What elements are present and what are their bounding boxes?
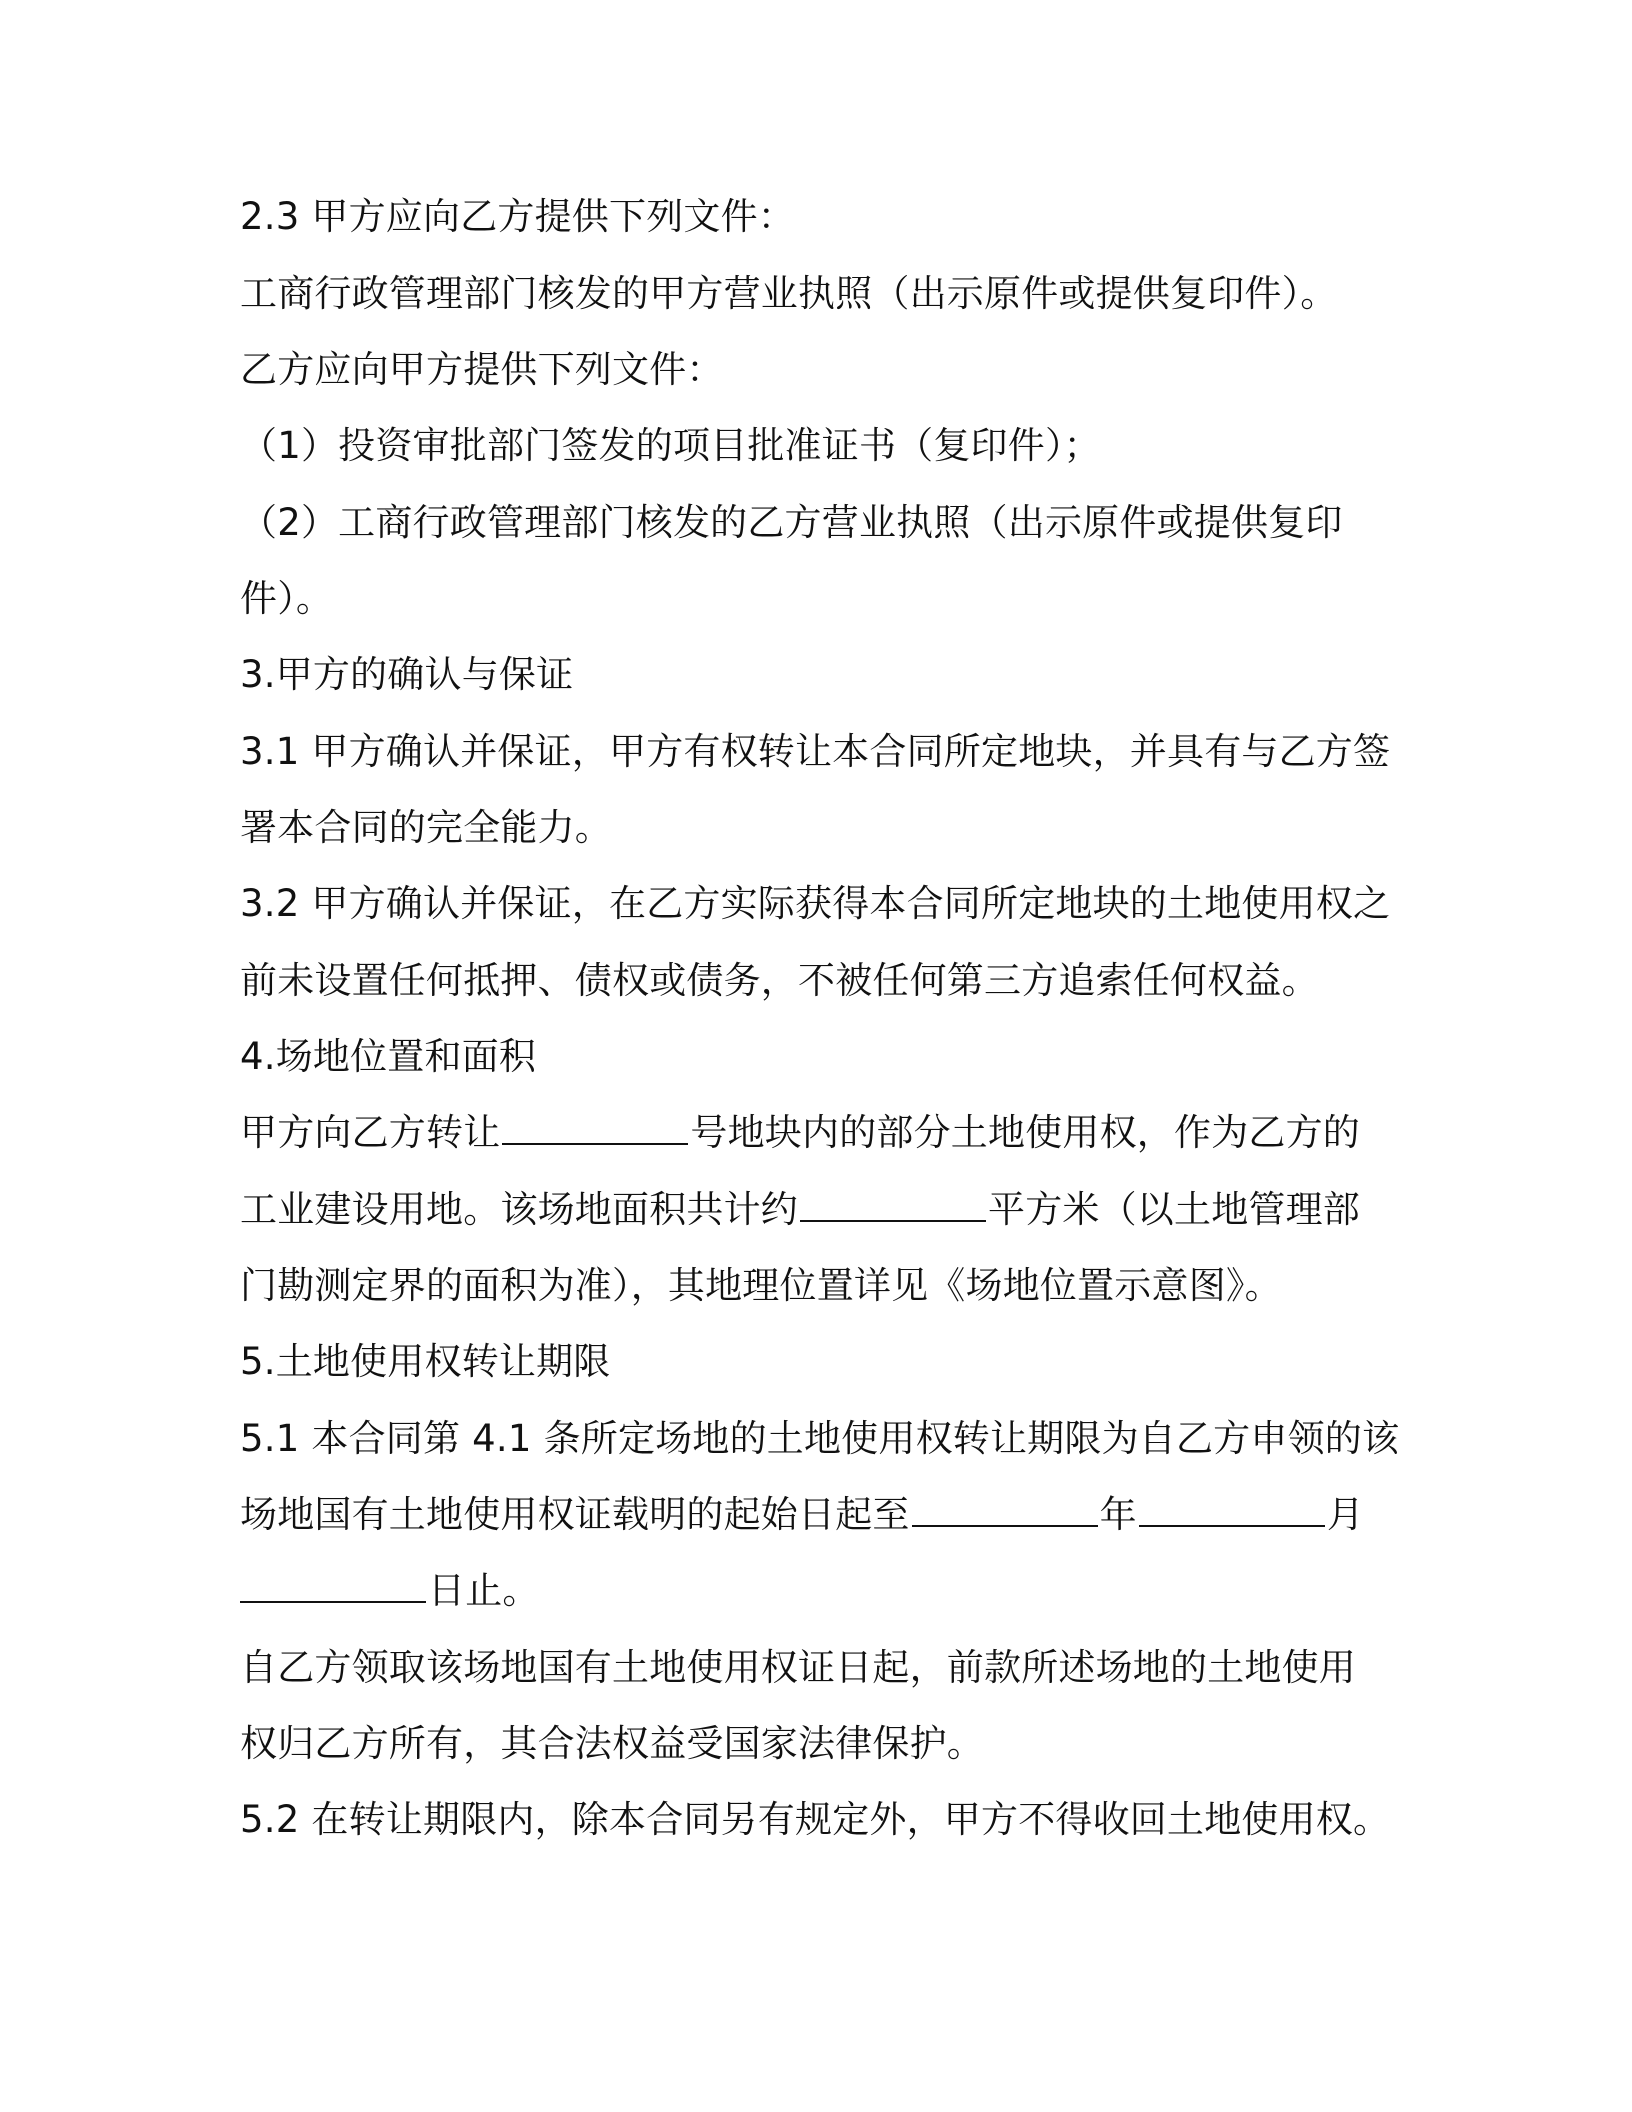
paragraph-line <box>240 1492 1364 1538</box>
text-segment: 号地块内的部分土地使用权，作为乙方的 <box>690 1111 1361 1154</box>
paragraph-line: 前未设置任何抵押、债权或债务，不被任何第三方追索任何权益。 <box>240 959 1319 1002</box>
fill-in-blank-area[interactable] <box>800 1190 986 1222</box>
text-segment: 年 <box>1099 1493 1137 1536</box>
list-item-1: （1）投资审批部门签发的项目批准证书（复印件）； <box>240 424 1101 467</box>
paragraph-line: 门勘测定界的面积为准），其地理位置详见《场地位置示意图》。 <box>240 1264 1282 1307</box>
fill-in-blank-plot-number[interactable] <box>502 1113 688 1145</box>
text-segment: 工业建设用地。该场地面积共计约 <box>240 1188 798 1231</box>
section-5-heading: 5.土地使用权转让期限 <box>240 1340 611 1383</box>
text-segment: 场地国有土地使用权证载明的起始日起至 <box>240 1493 910 1536</box>
list-item-2: （2）工商行政管理部门核发的乙方营业执照（出示原件或提供复印 <box>240 501 1343 544</box>
paragraph-line <box>240 1568 540 1614</box>
text-segment: 平方米（以土地管理部 <box>988 1188 1360 1231</box>
fill-in-blank-day[interactable] <box>240 1571 426 1603</box>
paragraph-line <box>240 1110 1360 1156</box>
section-3-1: 3.1 甲方确认并保证，甲方有权转让本合同所定地块，并具有与乙方签 <box>240 730 1391 773</box>
section-5-1: 5.1 本合同第 4.1 条所定场地的土地使用权转让期限为自乙方申领的该 <box>240 1417 1400 1460</box>
text-segment: 日止。 <box>428 1569 540 1612</box>
fill-in-blank-month[interactable] <box>1139 1495 1325 1527</box>
paragraph-line: 权归乙方所有，其合法权益受国家法律保护。 <box>240 1722 984 1765</box>
paragraph-line: 件）。 <box>240 577 334 620</box>
text-segment: 月 <box>1326 1493 1365 1536</box>
section-3-2: 3.2 甲方确认并保证，在乙方实际获得本合同所定地块的土地使用权之 <box>240 882 1391 925</box>
paragraph-line: 署本合同的完全能力。 <box>240 806 612 849</box>
paragraph-line: 自乙方领取该场地国有土地使用权证日起，前款所述场地的土地使用 <box>240 1646 1356 1689</box>
paragraph-line: 乙方应向甲方提供下列文件： <box>240 348 724 391</box>
paragraph-line: 工商行政管理部门核发的甲方营业执照（出示原件或提供复印件）。 <box>240 272 1338 315</box>
fill-in-blank-year[interactable] <box>912 1495 1098 1527</box>
section-5-2: 5.2 在转让期限内，除本合同另有规定外，甲方不得收回土地使用权。 <box>240 1798 1391 1841</box>
section-3-heading: 3.甲方的确认与保证 <box>240 653 574 696</box>
section-2-3-heading: 2.3 甲方应向乙方提供下列文件： <box>240 195 796 238</box>
section-4-heading: 4.场地位置和面积 <box>240 1035 537 1078</box>
text-segment: 甲方向乙方转让 <box>240 1111 501 1154</box>
paragraph-line <box>240 1187 1360 1233</box>
